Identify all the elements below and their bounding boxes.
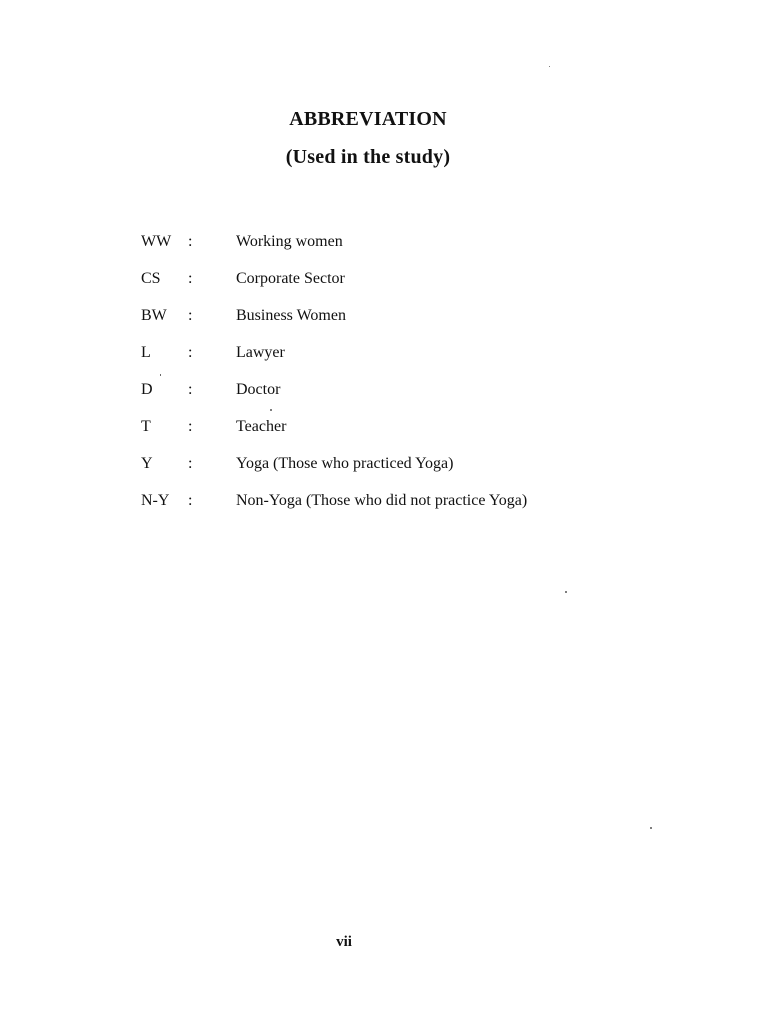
abbreviation-term: CS — [141, 270, 161, 287]
page-number: vii — [336, 934, 352, 950]
abbreviation-separator: : — [188, 233, 193, 250]
abbreviation-row — [141, 491, 701, 528]
abbreviation-definition: Non-Yoga (Those who did not practice Yoga) — [236, 492, 528, 509]
abbreviation-definition: Working women — [236, 233, 343, 250]
abbreviation-separator: : — [188, 344, 193, 361]
abbreviation-separator: : — [188, 381, 193, 398]
abbreviation-separator: : — [188, 492, 193, 509]
abbreviation-row — [141, 232, 701, 269]
abbreviation-separator: : — [188, 270, 193, 287]
scan-speck — [270, 409, 272, 411]
scan-speck — [549, 66, 550, 67]
abbreviation-definition: Yoga (Those who practiced Yoga) — [236, 455, 454, 472]
abbreviation-term: Y — [141, 455, 153, 472]
abbreviation-row — [141, 454, 701, 491]
abbreviation-term: D — [141, 381, 153, 398]
abbreviation-separator: : — [188, 418, 193, 435]
scan-speck — [565, 591, 567, 593]
abbreviation-definition: Corporate Sector — [236, 270, 345, 287]
scan-speck — [650, 827, 652, 829]
abbreviation-row — [141, 343, 701, 380]
abbreviation-list — [141, 232, 701, 528]
page-subtitle: (Used in the study) — [285, 146, 451, 168]
abbreviation-row — [141, 417, 701, 454]
abbreviation-term: WW — [141, 233, 172, 250]
abbreviation-separator: : — [188, 455, 193, 472]
abbreviation-definition: Lawyer — [236, 344, 285, 361]
abbreviation-row — [141, 269, 701, 306]
abbreviation-row — [141, 380, 701, 417]
page-title: ABBREVIATION — [289, 108, 447, 130]
abbreviation-row — [141, 306, 701, 343]
scan-speck — [160, 374, 161, 376]
abbreviation-term: N-Y — [141, 492, 170, 509]
abbreviation-term: BW — [141, 307, 167, 324]
abbreviation-definition: Business Women — [236, 307, 346, 324]
abbreviation-separator: : — [188, 307, 193, 324]
abbreviation-term: L — [141, 344, 151, 361]
abbreviation-term: T — [141, 418, 151, 435]
abbreviation-definition: Teacher — [236, 418, 287, 435]
abbreviation-definition: Doctor — [236, 381, 281, 398]
